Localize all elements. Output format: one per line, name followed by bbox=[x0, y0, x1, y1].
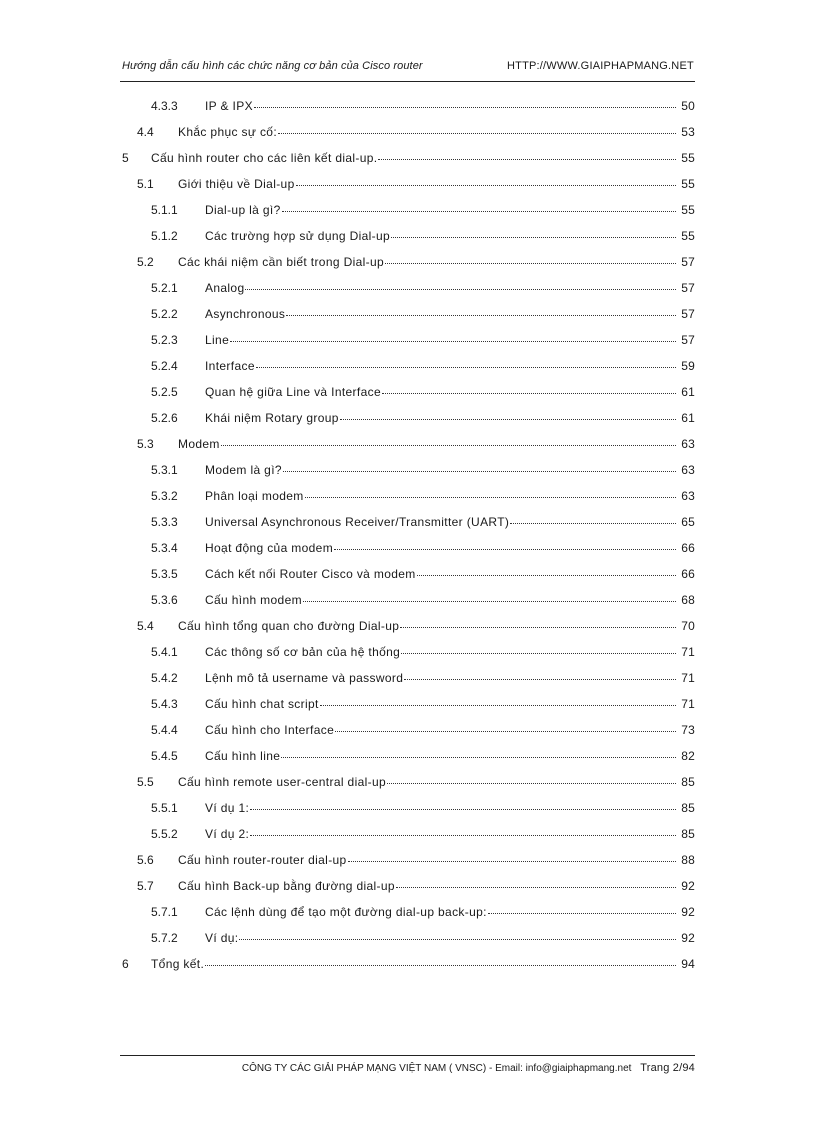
toc-entry-page: 71 bbox=[681, 671, 695, 685]
toc-entry-number: 4.3.3 bbox=[151, 99, 178, 113]
toc-dot-leader bbox=[391, 237, 676, 238]
toc-entry-title: Cấu hình cho Interface bbox=[205, 723, 335, 737]
toc-dot-leader bbox=[417, 575, 676, 576]
toc-entry-number: 5.4.5 bbox=[151, 749, 178, 763]
toc-entry[interactable] bbox=[120, 93, 695, 119]
table-of-contents bbox=[120, 93, 695, 977]
toc-entry-number: 5.7 bbox=[137, 879, 154, 893]
toc-entry-page: 61 bbox=[681, 411, 695, 425]
toc-entry-page: 92 bbox=[681, 931, 695, 945]
toc-entry-title: Modem là gì? bbox=[205, 463, 282, 477]
toc-entry-title: Các trường hợp sử dụng Dial-up bbox=[205, 229, 391, 243]
toc-entry-title: Quan hệ giữa Line và Interface bbox=[205, 385, 381, 399]
toc-dot-leader bbox=[221, 445, 676, 446]
toc-dot-leader bbox=[488, 913, 676, 914]
toc-entry-page: 85 bbox=[681, 801, 695, 815]
toc-entry-title: Line bbox=[205, 333, 230, 347]
toc-dot-leader bbox=[250, 835, 676, 836]
toc-entry-page: 71 bbox=[681, 697, 695, 711]
toc-entry-title: Ví dụ 2: bbox=[205, 827, 250, 841]
toc-entry[interactable] bbox=[120, 483, 695, 509]
toc-entry-number: 5.2.6 bbox=[151, 411, 178, 425]
toc-entry-title: Cấu hình line bbox=[205, 749, 281, 763]
toc-entry[interactable] bbox=[120, 535, 695, 561]
toc-dot-leader bbox=[335, 731, 676, 732]
toc-entry[interactable] bbox=[120, 379, 695, 405]
toc-entry[interactable] bbox=[120, 171, 695, 197]
toc-entry-title: Khái niệm Rotary group bbox=[205, 411, 339, 425]
toc-dot-leader bbox=[320, 705, 676, 706]
toc-dot-leader bbox=[401, 653, 676, 654]
toc-dot-leader bbox=[340, 419, 676, 420]
toc-dot-leader bbox=[286, 315, 676, 316]
toc-entry[interactable] bbox=[120, 145, 695, 171]
page-header bbox=[120, 58, 695, 78]
toc-dot-leader bbox=[250, 809, 676, 810]
toc-dot-leader bbox=[256, 367, 676, 368]
toc-entry-title: Interface bbox=[205, 359, 255, 373]
toc-entry-number: 5 bbox=[122, 151, 129, 165]
toc-entry-title: Cấu hình router cho các liên kết dial-up. bbox=[151, 151, 378, 165]
toc-entry-title: Hoạt động của modem bbox=[205, 541, 334, 555]
toc-dot-leader bbox=[303, 601, 676, 602]
toc-entry-number: 5.5.1 bbox=[151, 801, 178, 815]
toc-dot-leader bbox=[239, 939, 676, 940]
toc-entry-page: 82 bbox=[681, 749, 695, 763]
toc-entry[interactable] bbox=[120, 405, 695, 431]
toc-entry-number: 5.3.2 bbox=[151, 489, 178, 503]
toc-dot-leader bbox=[382, 393, 676, 394]
toc-entry-title: IP & IPX bbox=[205, 99, 253, 113]
toc-entry-page: 65 bbox=[681, 515, 695, 529]
toc-dot-leader bbox=[283, 471, 676, 472]
toc-dot-leader bbox=[230, 341, 676, 342]
toc-entry-page: 92 bbox=[681, 905, 695, 919]
toc-entry-page: 71 bbox=[681, 645, 695, 659]
toc-entry-page: 55 bbox=[681, 177, 695, 191]
toc-entry-title: Ví dụ: bbox=[205, 931, 239, 945]
toc-entry[interactable] bbox=[120, 717, 695, 743]
toc-entry[interactable] bbox=[120, 847, 695, 873]
toc-entry-title: Asynchronous bbox=[205, 307, 286, 321]
toc-entry[interactable] bbox=[120, 873, 695, 899]
toc-dot-leader bbox=[510, 523, 676, 524]
toc-entry-number: 5.1.2 bbox=[151, 229, 178, 243]
toc-entry-number: 6 bbox=[122, 957, 129, 971]
toc-entry-page: 63 bbox=[681, 437, 695, 451]
toc-entry-page: 94 bbox=[681, 957, 695, 971]
toc-entry[interactable] bbox=[120, 561, 695, 587]
toc-entry[interactable] bbox=[120, 899, 695, 925]
toc-entry-number: 5.4.2 bbox=[151, 671, 178, 685]
header-website: HTTP://WWW.GIAIPHAPMANG.NET bbox=[507, 60, 694, 72]
toc-entry-number: 4.4 bbox=[137, 125, 154, 139]
toc-entry-title: Cấu hình router-router dial-up bbox=[178, 853, 347, 867]
toc-dot-leader bbox=[385, 263, 676, 264]
toc-entry-title: Universal Asynchronous Receiver/Transmitter (UART) bbox=[205, 515, 510, 529]
toc-entry[interactable] bbox=[120, 197, 695, 223]
toc-entry-title: Tổng kết. bbox=[151, 957, 205, 971]
toc-entry-page: 63 bbox=[681, 463, 695, 477]
toc-dot-leader bbox=[278, 133, 676, 134]
toc-dot-leader bbox=[305, 497, 676, 498]
toc-entry-title: Các khái niệm cần biết trong Dial-up bbox=[178, 255, 385, 269]
header-divider bbox=[120, 81, 695, 82]
toc-entry-number: 5.3.4 bbox=[151, 541, 178, 555]
toc-entry-title: Lệnh mô tả username và password bbox=[205, 671, 404, 685]
toc-entry[interactable] bbox=[120, 249, 695, 275]
toc-entry-page: 92 bbox=[681, 879, 695, 893]
toc-entry-page: 70 bbox=[681, 619, 695, 633]
toc-dot-leader bbox=[348, 861, 676, 862]
toc-entry-page: 57 bbox=[681, 255, 695, 269]
toc-entry-page: 55 bbox=[681, 203, 695, 217]
toc-entry-page: 57 bbox=[681, 307, 695, 321]
toc-entry-title: Analog bbox=[205, 281, 245, 295]
toc-dot-leader bbox=[281, 757, 676, 758]
toc-entry-number: 5.5 bbox=[137, 775, 154, 789]
toc-entry-number: 5.2.5 bbox=[151, 385, 178, 399]
toc-entry-number: 5.4.1 bbox=[151, 645, 178, 659]
toc-entry-page: 61 bbox=[681, 385, 695, 399]
toc-entry-number: 5.2 bbox=[137, 255, 154, 269]
toc-entry[interactable] bbox=[120, 769, 695, 795]
toc-entry[interactable] bbox=[120, 743, 695, 769]
toc-entry-number: 5.2.4 bbox=[151, 359, 178, 373]
toc-entry-page: 63 bbox=[681, 489, 695, 503]
toc-dot-leader bbox=[334, 549, 676, 550]
toc-entry-number: 5.1.1 bbox=[151, 203, 178, 217]
toc-entry-page: 85 bbox=[681, 775, 695, 789]
toc-entry-title: Cấu hình tổng quan cho đường Dial-up bbox=[178, 619, 400, 633]
toc-entry-page: 55 bbox=[681, 229, 695, 243]
toc-entry-number: 5.2.1 bbox=[151, 281, 178, 295]
toc-entry-page: 85 bbox=[681, 827, 695, 841]
toc-dot-leader bbox=[205, 965, 676, 966]
page-footer bbox=[120, 1062, 695, 1074]
toc-entry-number: 5.3.5 bbox=[151, 567, 178, 581]
toc-entry-number: 5.3.3 bbox=[151, 515, 178, 529]
toc-entry-page: 66 bbox=[681, 567, 695, 581]
header-document-title: Hướng dẫn cấu hình các chức năng cơ bản của Cisco router bbox=[122, 60, 423, 72]
toc-entry-number: 5.3.6 bbox=[151, 593, 178, 607]
toc-entry-page: 59 bbox=[681, 359, 695, 373]
toc-entry-number: 5.4.3 bbox=[151, 697, 178, 711]
toc-entry-title: Modem bbox=[178, 437, 220, 451]
toc-entry[interactable] bbox=[120, 821, 695, 847]
footer-divider bbox=[120, 1055, 695, 1056]
toc-entry-page: 55 bbox=[681, 151, 695, 165]
toc-entry-number: 5.3.1 bbox=[151, 463, 178, 477]
toc-entry[interactable] bbox=[120, 275, 695, 301]
toc-entry-title: Cách kết nối Router Cisco và modem bbox=[205, 567, 416, 581]
toc-entry-page: 68 bbox=[681, 593, 695, 607]
toc-entry-number: 5.1 bbox=[137, 177, 154, 191]
toc-entry[interactable] bbox=[120, 925, 695, 951]
toc-entry-page: 66 bbox=[681, 541, 695, 555]
toc-entry-number: 5.2.3 bbox=[151, 333, 178, 347]
toc-entry-title: Các lệnh dùng để tạo một đường dial-up back-up: bbox=[205, 905, 487, 919]
toc-entry-number: 5.7.1 bbox=[151, 905, 178, 919]
toc-entry-title: Phân loại modem bbox=[205, 489, 304, 503]
toc-entry-page: 50 bbox=[681, 99, 695, 113]
toc-entry[interactable] bbox=[120, 119, 695, 145]
toc-entry-number: 5.7.2 bbox=[151, 931, 178, 945]
toc-entry-title: Cấu hình modem bbox=[205, 593, 302, 607]
toc-entry-title: Cấu hình remote user-central dial-up bbox=[178, 775, 387, 789]
footer-company: CÔNG TY CÁC GIẢI PHÁP MẠNG VIỆT NAM ( VNSC) - Email: info@giaiphapmang.net bbox=[241, 1063, 632, 1074]
toc-entry-number: 5.2.2 bbox=[151, 307, 178, 321]
toc-entry-title: Cấu hình chat script bbox=[205, 697, 319, 711]
footer-page-number: Trang 2/94 bbox=[640, 1062, 695, 1074]
toc-entry[interactable] bbox=[120, 691, 695, 717]
toc-entry[interactable] bbox=[120, 509, 695, 535]
toc-entry[interactable] bbox=[120, 457, 695, 483]
toc-dot-leader bbox=[282, 211, 676, 212]
toc-dot-leader bbox=[245, 289, 676, 290]
toc-entry-number: 5.4.4 bbox=[151, 723, 178, 737]
toc-entry-page: 53 bbox=[681, 125, 695, 139]
toc-entry[interactable] bbox=[120, 587, 695, 613]
toc-entry[interactable] bbox=[120, 223, 695, 249]
toc-entry-title: Ví dụ 1: bbox=[205, 801, 250, 815]
toc-dot-leader bbox=[404, 679, 676, 680]
toc-entry-number: 5.6 bbox=[137, 853, 154, 867]
toc-entry[interactable] bbox=[120, 795, 695, 821]
toc-entry-page: 73 bbox=[681, 723, 695, 737]
toc-entry[interactable] bbox=[120, 431, 695, 457]
toc-dot-leader bbox=[378, 159, 676, 160]
toc-entry[interactable] bbox=[120, 639, 695, 665]
toc-entry[interactable] bbox=[120, 353, 695, 379]
toc-dot-leader bbox=[387, 783, 676, 784]
toc-entry-title: Dial-up là gì? bbox=[205, 203, 281, 217]
toc-entry-title: Các thông số cơ bản của hệ thống bbox=[205, 645, 401, 659]
toc-dot-leader bbox=[296, 185, 676, 186]
toc-entry[interactable] bbox=[120, 951, 695, 977]
toc-entry[interactable] bbox=[120, 665, 695, 691]
toc-dot-leader bbox=[396, 887, 676, 888]
toc-entry-title: Khắc phục sự cố: bbox=[178, 125, 278, 139]
toc-entry-page: 57 bbox=[681, 281, 695, 295]
toc-entry[interactable] bbox=[120, 327, 695, 353]
toc-entry-page: 57 bbox=[681, 333, 695, 347]
toc-entry-title: Cấu hình Back-up bằng đường dial-up bbox=[178, 879, 395, 893]
toc-entry-number: 5.3 bbox=[137, 437, 154, 451]
toc-entry[interactable] bbox=[120, 301, 695, 327]
toc-entry-page: 88 bbox=[681, 853, 695, 867]
toc-entry-title: Giới thiệu về Dial-up bbox=[178, 177, 295, 191]
toc-entry-number: 5.4 bbox=[137, 619, 154, 633]
toc-dot-leader bbox=[400, 627, 676, 628]
toc-entry-number: 5.5.2 bbox=[151, 827, 178, 841]
toc-entry[interactable] bbox=[120, 613, 695, 639]
toc-dot-leader bbox=[254, 107, 676, 108]
